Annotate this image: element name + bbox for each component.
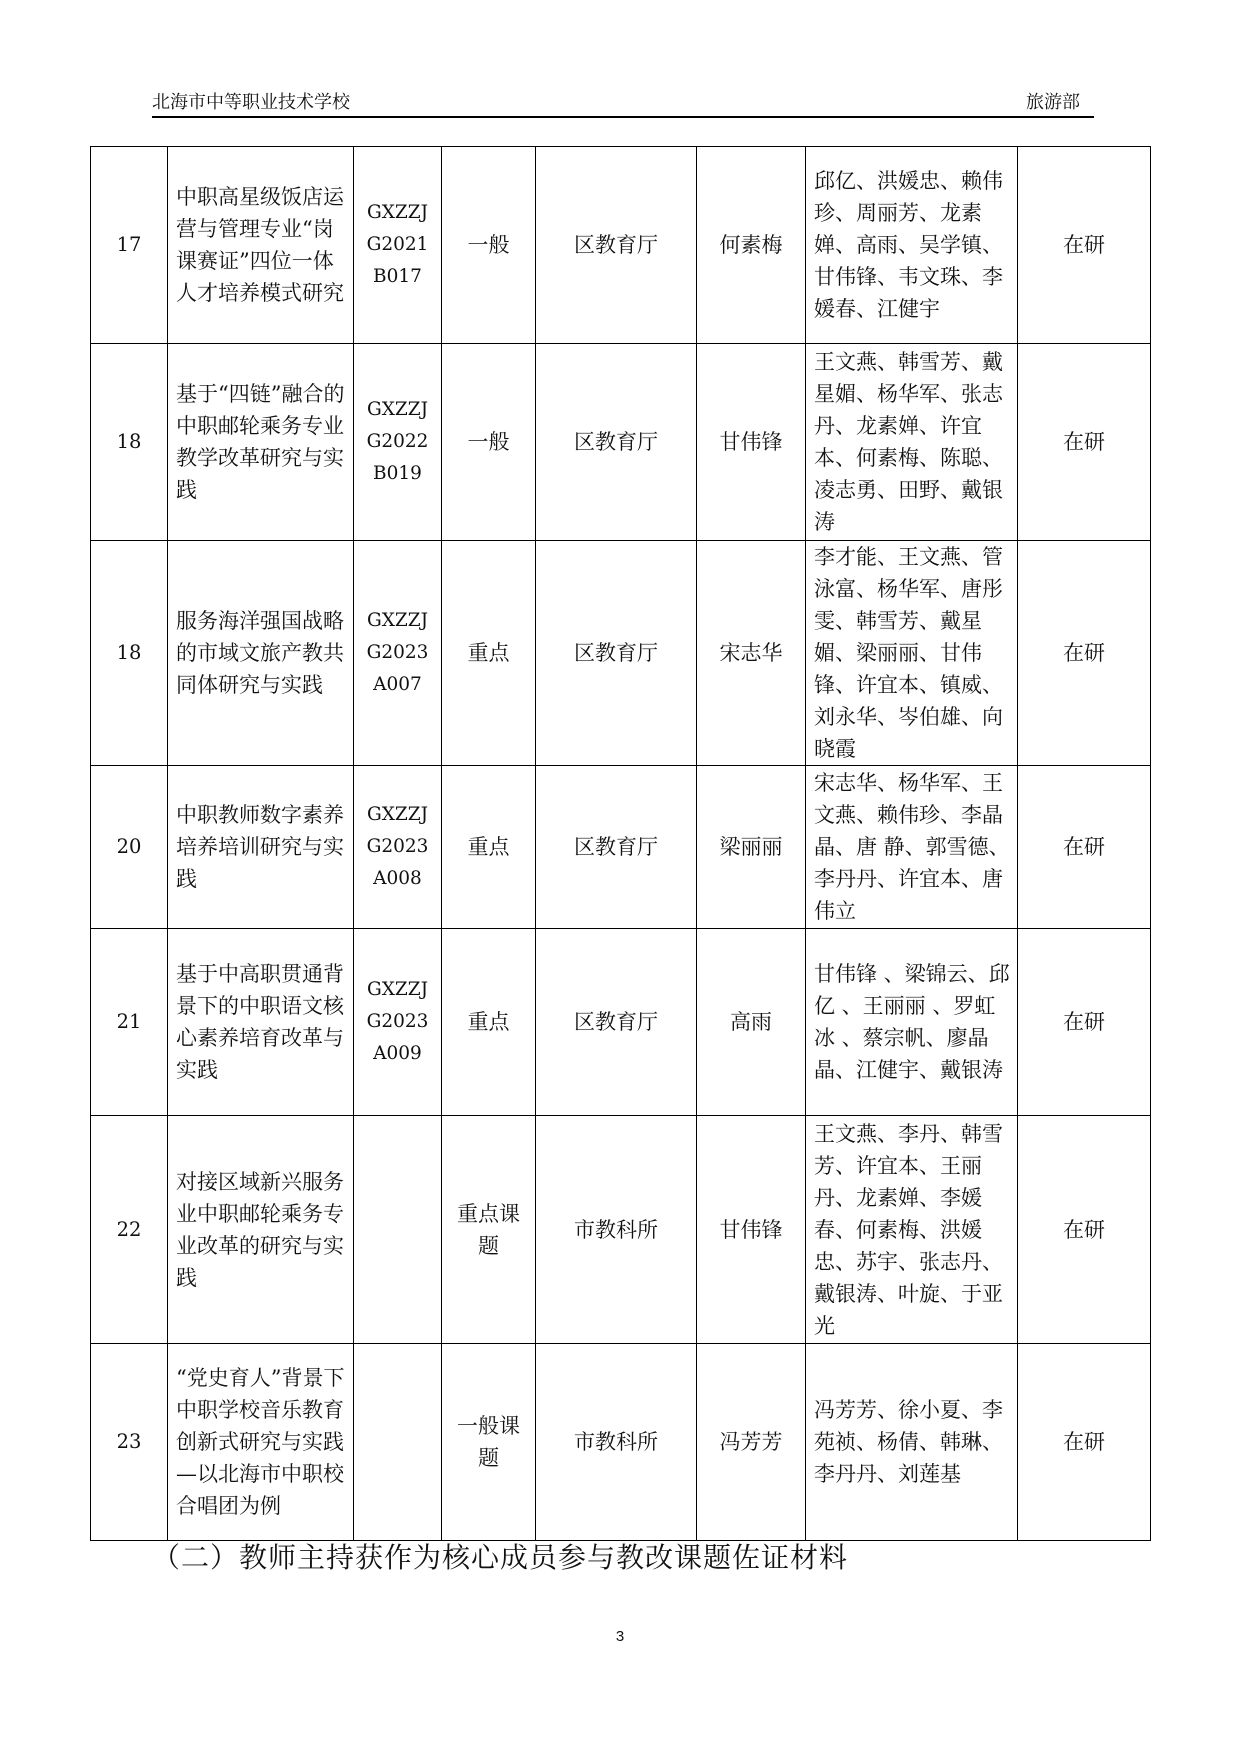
project-title-cell: “党史育人”背景下中职学校音乐教育创新式研究与实践—以北海市中职校合唱团为例	[168, 1344, 354, 1541]
row-number-cell: 21	[91, 929, 168, 1116]
project-host-cell: 梁丽丽	[697, 766, 806, 929]
project-level-cell: 重点	[442, 766, 536, 929]
project-code-line: A007	[373, 674, 422, 695]
project-title-cell: 中职教师数字素养培养培训研究与实践	[168, 766, 354, 929]
project-host-cell: 何素梅	[697, 147, 806, 344]
table-row	[91, 1116, 1151, 1344]
project-members-cell: 冯芳芳、徐小夏、李苑祯、杨倩、韩琳、李丹丹、刘莲基	[806, 1344, 1018, 1541]
approving-department-cell: 市教科所	[536, 1344, 697, 1541]
header-school-name: 北海市中等职业技术学校	[152, 92, 350, 113]
row-number-cell: 18	[91, 344, 168, 541]
row-number-cell: 22	[91, 1116, 168, 1344]
project-code-line: GXZZJ	[366, 979, 429, 1000]
project-host-cell: 甘伟锋	[697, 1116, 806, 1344]
project-code-line: G2022	[366, 431, 429, 452]
project-code-line: G2023	[366, 642, 429, 663]
project-code-line: GXZZJ	[366, 399, 429, 420]
project-code-line: GXZZJ	[366, 804, 429, 825]
project-members-cell: 王文燕、韩雪芳、戴星媚、杨华军、张志丹、龙素婵、许宜本、何素梅、陈聪、凌志勇、田野、戴银涛	[806, 344, 1018, 541]
section-heading: （二）教师主持获作为核心成员参与教改课题佐证材料	[152, 1541, 849, 1574]
table-row	[91, 147, 1151, 344]
project-host-cell: 高雨	[697, 929, 806, 1116]
table-row	[91, 344, 1151, 541]
project-status-cell: 在研	[1018, 541, 1151, 766]
project-members-cell: 邱亿、洪媛忠、赖伟珍、周丽芳、龙素婵、高雨、吴学镇、甘伟锋、韦文珠、李媛春、江健宇	[806, 147, 1018, 344]
project-host-cell: 宋志华	[697, 541, 806, 766]
project-status-cell: 在研	[1018, 344, 1151, 541]
project-members-cell: 宋志华、杨华军、王文燕、赖伟珍、李晶晶、唐 静、郭雪德、李丹丹、许宜本、唐伟立	[806, 766, 1018, 929]
project-table	[90, 146, 1151, 1541]
project-code-line: B017	[373, 266, 422, 287]
project-code-line: G2021	[366, 234, 429, 255]
project-level-cell: 一般	[442, 344, 536, 541]
project-title-cell: 基于“四链”融合的中职邮轮乘务专业教学改革研究与实践	[168, 344, 354, 541]
row-number-cell: 23	[91, 1344, 168, 1541]
project-title-cell: 中职高星级饭店运营与管理专业“岗课赛证”四位一体人才培养模式研究	[168, 147, 354, 344]
approving-department-cell: 区教育厅	[536, 929, 697, 1116]
project-code-cell	[354, 541, 442, 766]
row-number-cell: 17	[91, 147, 168, 344]
project-code-cell	[354, 1116, 442, 1344]
project-host-cell: 甘伟锋	[697, 344, 806, 541]
project-code-cell	[354, 344, 442, 541]
project-level-cell: 一般	[442, 147, 536, 344]
approving-department-cell: 区教育厅	[536, 541, 697, 766]
project-level-cell: 重点	[442, 541, 536, 766]
table-body	[91, 147, 1151, 1541]
project-status-cell: 在研	[1018, 766, 1151, 929]
project-status-cell: 在研	[1018, 147, 1151, 344]
project-code-line: G2023	[366, 836, 429, 857]
project-code-line: A009	[373, 1043, 422, 1064]
project-title-cell: 对接区域新兴服务业中职邮轮乘务专业改革的研究与实践	[168, 1116, 354, 1344]
row-number-cell: 18	[91, 541, 168, 766]
approving-department-cell: 区教育厅	[536, 766, 697, 929]
page-number: 3	[615, 1628, 625, 1645]
project-status-cell: 在研	[1018, 929, 1151, 1116]
project-host-cell: 冯芳芳	[697, 1344, 806, 1541]
table-row	[91, 541, 1151, 766]
project-code-line: GXZZJ	[366, 202, 429, 223]
project-code-cell	[354, 147, 442, 344]
project-title-cell: 服务海洋强国战略的市域文旅产教共同体研究与实践	[168, 541, 354, 766]
row-number-cell: 20	[91, 766, 168, 929]
header-department: 旅游部	[1026, 92, 1080, 113]
approving-department-cell: 区教育厅	[536, 344, 697, 541]
project-code-line: G2023	[366, 1011, 429, 1032]
table-row	[91, 929, 1151, 1116]
table-row	[91, 766, 1151, 929]
project-level-cell: 一般课题	[442, 1344, 536, 1541]
project-status-cell: 在研	[1018, 1344, 1151, 1541]
project-members-cell: 李才能、王文燕、管泳富、杨华军、唐彤雯、韩雪芳、戴星媚、梁丽丽、甘伟锋、许宜本、镇威、刘永华、岑伯雄、向晓霞	[806, 541, 1018, 766]
approving-department-cell: 市教科所	[536, 1116, 697, 1344]
project-code-cell	[354, 1344, 442, 1541]
project-title-cell: 基于中高职贯通背景下的中职语文核心素养培育改革与实践	[168, 929, 354, 1116]
project-code-cell	[354, 929, 442, 1116]
project-members-cell: 甘伟锋 、梁锦云、邱亿 、王丽丽 、罗虹冰 、蔡宗帆、廖晶晶、江健宇、戴银涛	[806, 929, 1018, 1116]
project-code-line: B019	[373, 463, 422, 484]
approving-department-cell: 区教育厅	[536, 147, 697, 344]
project-status-cell: 在研	[1018, 1116, 1151, 1344]
page-header	[152, 86, 1094, 118]
project-code-cell	[354, 766, 442, 929]
table-row	[91, 1344, 1151, 1541]
project-code-line: GXZZJ	[366, 610, 429, 631]
project-level-cell: 重点	[442, 929, 536, 1116]
project-members-cell: 王文燕、李丹、韩雪芳、许宜本、王丽丹、龙素婵、李媛春、何素梅、洪媛忠、苏宇、张志丹、戴银涛、叶旋、于亚光	[806, 1116, 1018, 1344]
project-level-cell: 重点课题	[442, 1116, 536, 1344]
project-code-line: A008	[373, 868, 422, 889]
